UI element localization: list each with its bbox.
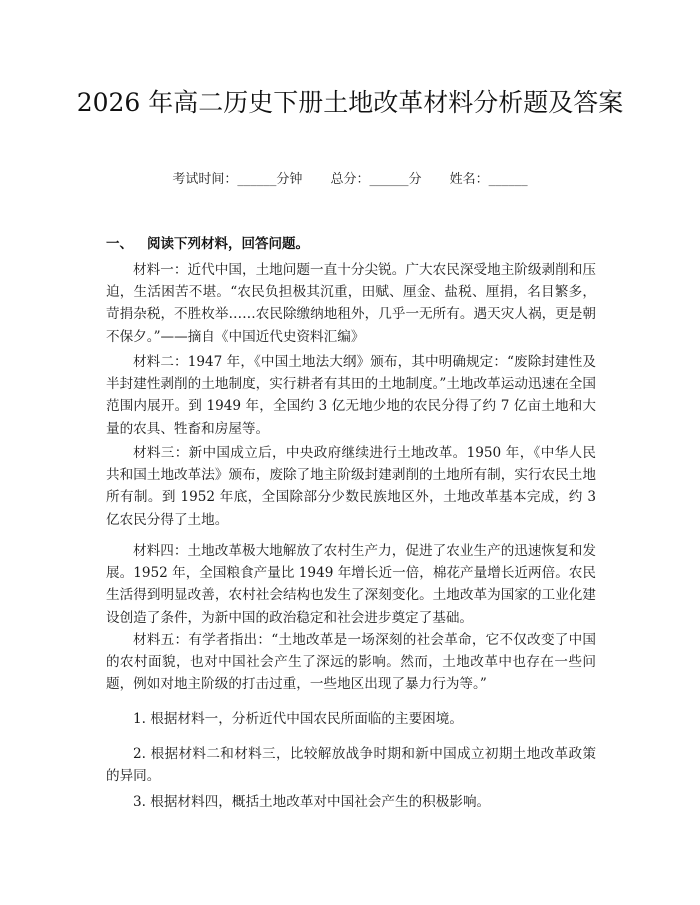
document-title: 2026 年高二历史下册土地改革材料分析题及答案 — [76, 88, 624, 117]
material-paragraph-4: 材料四：土地改革极大地解放了农村生产力，促进了农业生产的迅速恢复和发展。1952 年，全国粮食产量比 1949 年增长近一倍，棉花产量增长近两倍。农民生活得到明显改善，农村社会结构也发生了深刻变化。土地改革为国家的工业化建设创造了条件，为新中国的政治稳定和社会进步奠定了基础。 — [106, 543, 596, 626]
material-paragraph-3: 材料三：新中国成立后，中央政府继续进行土地改革。1950 年，《中华人民共和国土地改革法》颁布，废除了地主阶级封建剥削的土地所有制，实行农民土地所有制。到 1952 年底，全国除部分少数民族地区外，土地改革基本完成，约 3 亿农民分得了土地。 — [106, 445, 596, 528]
section-number: 一、 — [106, 236, 133, 252]
material-paragraph-2: 材料二：1947 年，《中国土地法大纲》颁布，其中明确规定：“废除封建性及半封建性剥削的土地制度，实行耕者有其田的土地制度。”土地改革运动迅速在全国范围内展开。到 1949 年，全国约 3 亿无地少地的农民分得了约 7 亿亩土地和大量的农具、牲畜和房屋等。 — [106, 354, 596, 437]
question-2: 2. 根据材料二和材料三，比较解放战争时期和新中国成立初期土地改革政策的异同。 — [106, 746, 596, 785]
total-score-field: 总分：______分 — [330, 172, 422, 187]
student-name-field: 姓名：______ — [449, 172, 528, 187]
section-heading — [106, 232, 309, 252]
question-3: 3. 根据材料四，概括土地改革对中国社会产生的积极影响。 — [133, 794, 491, 810]
material-paragraph-1: 材料一：近代中国，土地问题一直十分尖锐。广大农民深受地主阶级剥削和压迫，生活困苦不堪。“农民负担极其沉重，田赋、厘金、盐税、厘捐，名目繁多，苛捐杂税，不胜枚举……农民除缴纳地租外，几乎一无所有。遇天灾人祸，更是朝不保夕。”——摘自《中国近代史资料汇编》 — [106, 262, 596, 345]
exam-time-field: 考试时间：______分钟 — [172, 172, 303, 187]
material-paragraph-5: 材料五：有学者指出：“土地改革是一场深刻的社会革命，它不仅改变了中国的农村面貌，也对中国社会产生了深远的影响。然而，土地改革中也存在一些问题，例如对地主阶级的打击过重，一些地区出现了暴力行为等。” — [106, 632, 596, 693]
question-1: 1. 根据材料一，分析近代中国农民所面临的主要困境。 — [133, 711, 463, 727]
exam-info-line — [0, 168, 700, 187]
section-instruction: 阅读下列材料，回答问题。 — [147, 236, 309, 252]
